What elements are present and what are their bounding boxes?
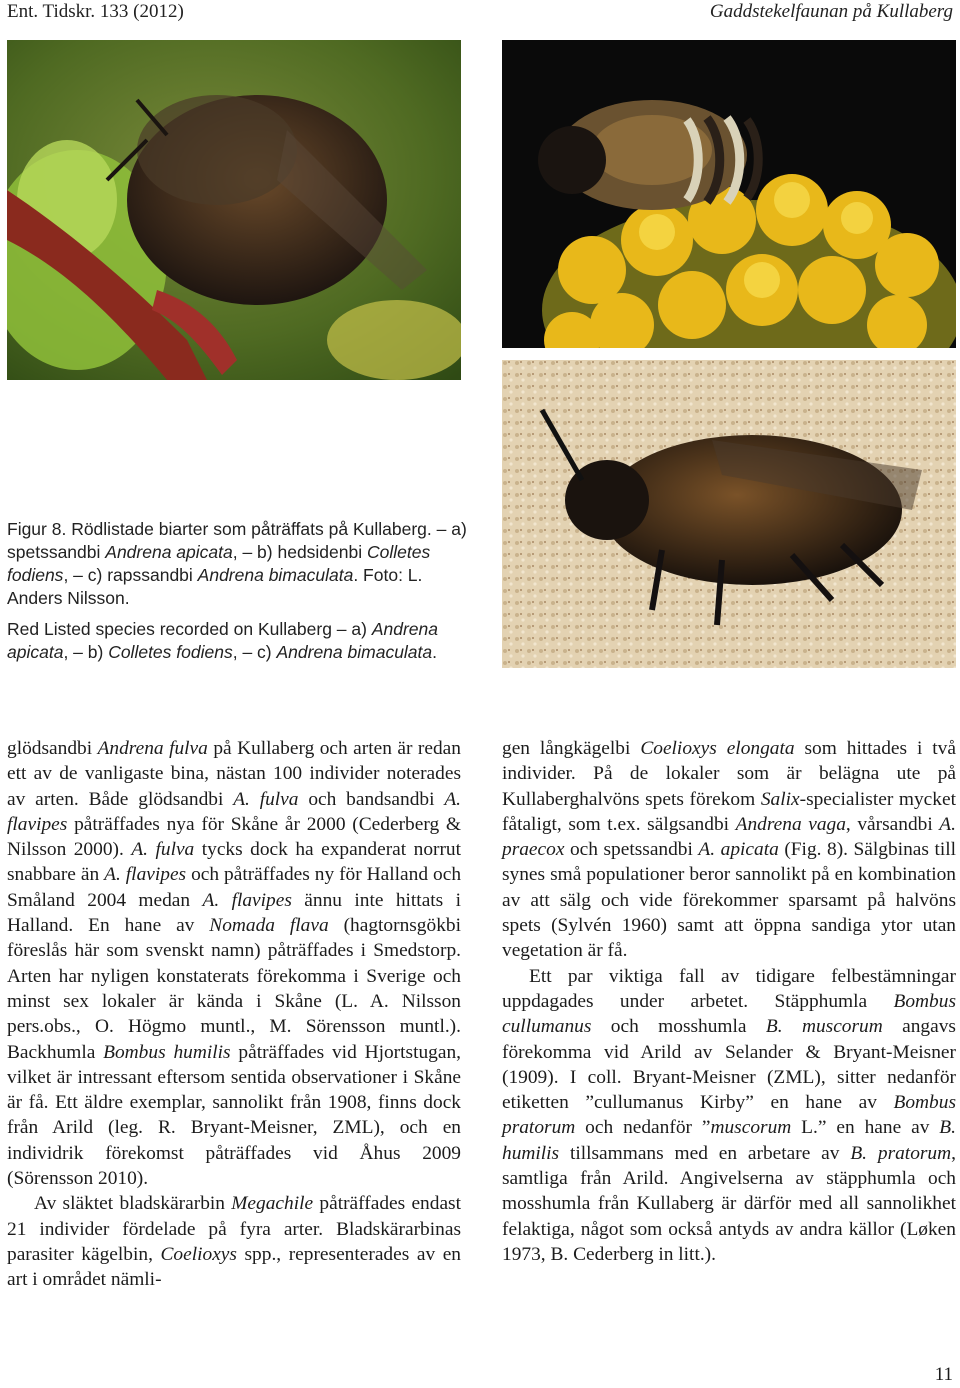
left-paragraph-2: Av släktet bladskärarbin Megachile påträffades endast 21 individer fördelade på fyra arter. Bladskärarbinas parasiter kägelbin, Coelioxys spp., representerades av en art i området nämli- [7,1193,461,1291]
figure-caption-english: Red Listed species recorded on Kullaberg – a) Andrena apicata, – b) Colletes fodiens, – c) Andrena bimaculata. [7,619,438,662]
photo-andrena-apicata [7,40,461,380]
body-column-left [7,736,461,1293]
body-column-right [502,736,956,1267]
figure-caption-swedish: Figur 8. Rödlistade biarter som påträffats på Kullaberg. – a) spetssandbi Andrena apicata, – b) hedsidenbi Colletes fodiens, – c) rapssandbi Andrena bimaculata. Foto: L. Anders Nilsson. [7,519,467,608]
figure-caption [7,518,467,672]
photo-colletes-fodiens [502,40,956,348]
right-paragraph-2: Ett par viktiga fall av tidigare felbestämningar uppdagades under arbetet. Stäpphumla Bombus cullumanus och mosshumla B. muscorum angavs förekomma vid Arild av Selander & Bryant-Meisner (1909). I coll. Bryant-Meisner (ZML), sitter nedanför etiketten ”cullumanus Kirby” en hane av Bombus pratorum och nedanför ”muscorum L.” en hane av B. humilis tillsammans med en arbetare av B. pratorum, samtliga från Arild. Angivelserna av stäpphumla och mosshumla från Kullaberg är därför med all sannolikhet felaktiga, något som också antyds av andra källor (Løken 1973, B. Cederberg in litt.). [502,965,956,1265]
running-header-right: Gaddstekelfaunan på Kullaberg [709,1,953,22]
page-number: 11 [934,1364,953,1385]
photo-andrena-bimaculata [502,360,956,668]
right-paragraph-1: gen långkägelbi Coelioxys elongata som hittades i två individer. På de lokaler som är belägna ute på Kullaberghalvöns spets förekom Salix-specialister mycket fåtaligt, som t.ex. sälgsandbi Andrena vaga, vårsandbi A. praecox och spetssandbi A. apicata (Fig. 8). Sälgbinas till synes små populationer beror sannolikt på en kombination av att sälg och vide förekommer sparsamt på halvöns spets (Sylvén 1960) samt att öppna sandiga ytor utan vegetation är få. [502,738,956,962]
running-header-left: Ent. Tidskr. 133 (2012) [7,1,184,22]
left-paragraph-1: glödsandbi Andrena fulva på Kullaberg och arten är redan ett av de vanligaste bina, nästan 100 individer noterades av arten. Både glödsandbi A. fulva och bandsandbi A. flavipes påträffades nya för Skåne år 2000 (Cederberg & Nilsson 2000). A. fulva tycks dock ha expanderat norrut snabbare än A. flavipes och påträffades ny för Halland och Småland 2004 medan A. flavipes ännu inte hittats i Halland. En hane av Nomada flava (hagtornsgökbi föreslås här som svenskt namn) påträffades i Smedstorp. Arten har nyligen konstaterats förekomma i Sverige och minst sex lokaler är kända i Skåne (L. A. Nilsson pers.obs., O. Högmo muntl., M. Sörensson muntl.). Backhumla Bombus humilis påträffades vid Hjortstugan, vilket är intressant eftersom sentida observationer i Skåne är få. Ett äldre exemplar, sannolikt från 1908, finns dock från Arild (leg. R. Bryant-Meisner, ZML), och en individrik förekomst påträffades vid Åhus 2009 (Sörensson 2010). [7,738,462,1190]
